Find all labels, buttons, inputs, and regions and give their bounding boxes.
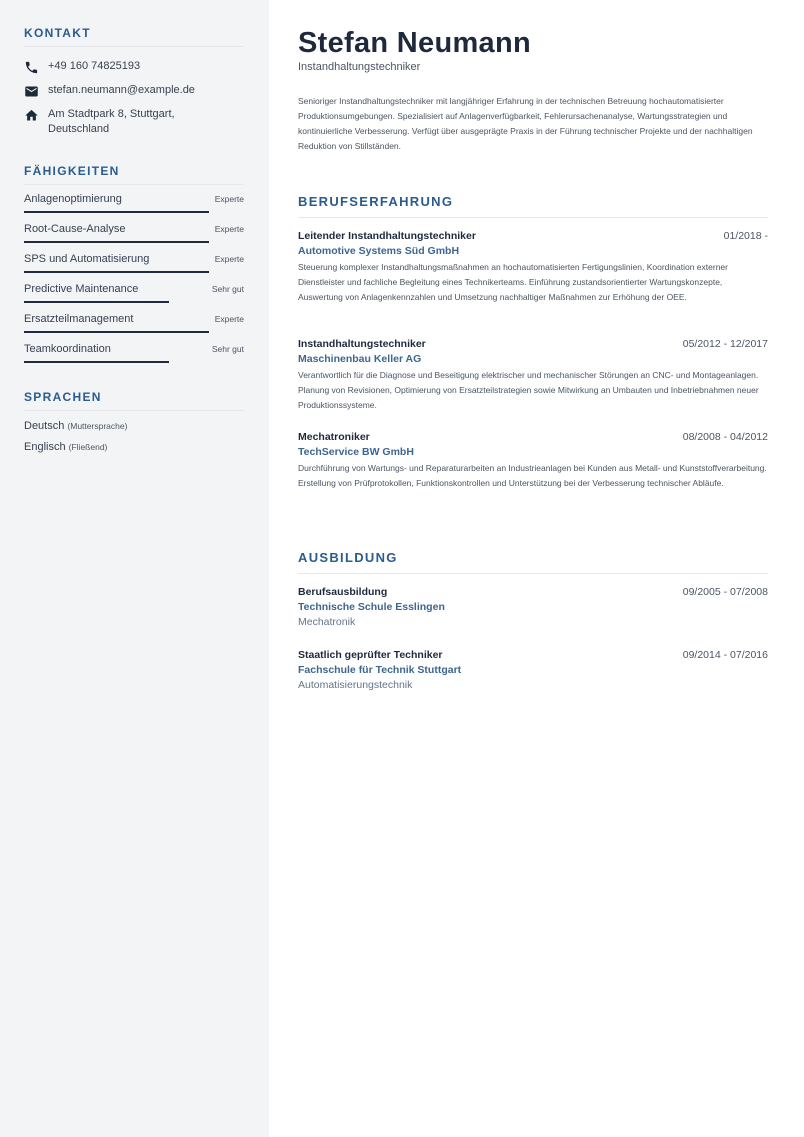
education-entry [298,649,768,695]
contact-address [24,107,244,137]
skill-level: Experte [214,254,244,264]
education-heading: AUSBILDUNG [298,550,398,565]
skill-bar [24,241,209,243]
person-name: Stefan Neumann [298,27,532,59]
skills-heading: FÄHIGKEITEN [24,164,120,178]
divider [298,573,768,574]
skill-item [24,343,244,367]
address-line-2: Deutschland [48,123,110,135]
experience-company: TechService BW GmbH [298,446,414,458]
experience-date: 01/2018 - [723,230,768,242]
language-item [24,441,107,453]
experience-date: 05/2012 - 12/2017 [682,338,768,350]
experience-company: Maschinenbau Keller AG [298,353,422,365]
experience-title: Mechatroniker [298,431,370,443]
education-title: Staatlich geprüfter Techniker [298,649,443,661]
skill-item [24,193,244,217]
experience-date: 08/2008 - 04/2012 [682,431,768,443]
language-level: (Fließend) [68,442,108,452]
divider [298,217,768,218]
skill-item [24,283,244,307]
skill-item [24,253,244,277]
main-content [269,0,804,1137]
skill-bar [24,361,169,363]
experience-entry [298,431,768,507]
skill-bar [24,331,209,333]
address-line-1: Am Stadtpark 8, Stuttgart, [48,108,175,120]
skill-name: Root-Cause-Analyse [24,223,126,235]
experience-heading: BERUFSERFAHRUNG [298,194,454,209]
home-icon [24,107,48,123]
education-date: 09/2005 - 07/2008 [682,586,768,598]
skill-item [24,223,244,247]
experience-description: Steuerung komplexer Instandhaltungsmaßnahmen an hochautomatisierten Fertigungslinien, Koordination externer Dienstleister und fachliche Begleitung eines Technikerteams. Einführung zustandsorientierter Wartungskonzepte, Auswertung von Anlagenkennzahlen und Umsetzung nachhaltiger Maßnahmen zur Erhöhung der OEE. [298,262,728,302]
skill-name: Predictive Maintenance [24,283,139,295]
address [48,107,175,137]
skill-name: Ersatzteilmanagement [24,313,134,325]
skill-item [24,313,244,337]
skill-level: Experte [214,224,244,234]
phone-number: +49 160 74825193 [48,60,141,72]
skill-name: Teamkoordination [24,343,111,355]
sidebar [0,0,269,1137]
divider [24,410,244,411]
languages-heading: SPRACHEN [24,390,102,404]
contact-email [24,83,244,99]
experience-company: Automotive Systems Süd GmbH [298,245,460,257]
divider [24,184,244,185]
skill-name: Anlagenoptimierung [24,193,122,205]
skill-level: Sehr gut [211,284,244,294]
experience-title: Instandhaltungstechniker [298,338,426,350]
mail-icon [24,83,48,99]
experience-entry [298,230,768,320]
experience-title: Leitender Instandhaltungstechniker [298,230,476,242]
experience-description: Durchführung von Wartungs- und Reparaturarbeiten an Industrieanlagen bei Kunden aus Metall- und Kunststoffverarbeitung. Erstellung von Prüfprotokollen, Funktionskontrollen und Unterstützung bei der Verbesserung technischer Abläufe. [298,463,767,488]
job-title: Instandhaltungstechniker [298,61,421,73]
divider [24,46,244,47]
phone-icon [24,59,48,75]
language-name: Englisch [24,441,66,453]
email-address: stefan.neumann@example.de [48,84,195,96]
experience-entry [298,338,768,414]
education-title: Berufsausbildung [298,586,388,598]
skill-level: Sehr gut [211,344,244,354]
language-level: (Muttersprache) [67,421,128,431]
education-field: Mechatronik [298,616,356,628]
experience-description: Verantwortlich für die Diagnose und Beseitigung elektrischer und mechanischer Störungen an CNC- und Montageanlagen. Planung von Revisionen, Optimierung von Ersatzteilstrategien sowie Mitwirkung an Umbauten und Inbetriebnahmen neuer Produktionssysteme. [298,370,759,410]
language-name: Deutsch [24,420,65,432]
education-school: Technische Schule Esslingen [298,601,445,613]
skill-name: SPS und Automatisierung [24,253,150,265]
skill-bar [24,301,169,303]
skill-bar [24,271,209,273]
profile-summary: Senioriger Instandhaltungstechniker mit langjähriger Erfahrung in der technischen Betreuung hochautomatisierter Produktionsumgebungen. Spezialisiert auf Anlagenverfügbarkeit, Fehlerursachenanalyse, Wartungsstrategien und kontinuierliche Verbesserung. Verfügt über ausgeprägte Praxis in der Führung technischer Projekte und der nachhaltigen Reduktion von Stillständen. [298,96,753,151]
contact-heading: KONTAKT [24,26,91,40]
education-date: 09/2014 - 07/2016 [682,649,768,661]
skill-bar [24,211,209,213]
language-item [24,420,127,432]
skill-level: Experte [214,194,244,204]
education-field: Automatisierungstechnik [298,679,413,691]
education-entry [298,586,768,632]
contact-phone [24,59,244,75]
education-school: Fachschule für Technik Stuttgart [298,664,462,676]
skill-level: Experte [214,314,244,324]
